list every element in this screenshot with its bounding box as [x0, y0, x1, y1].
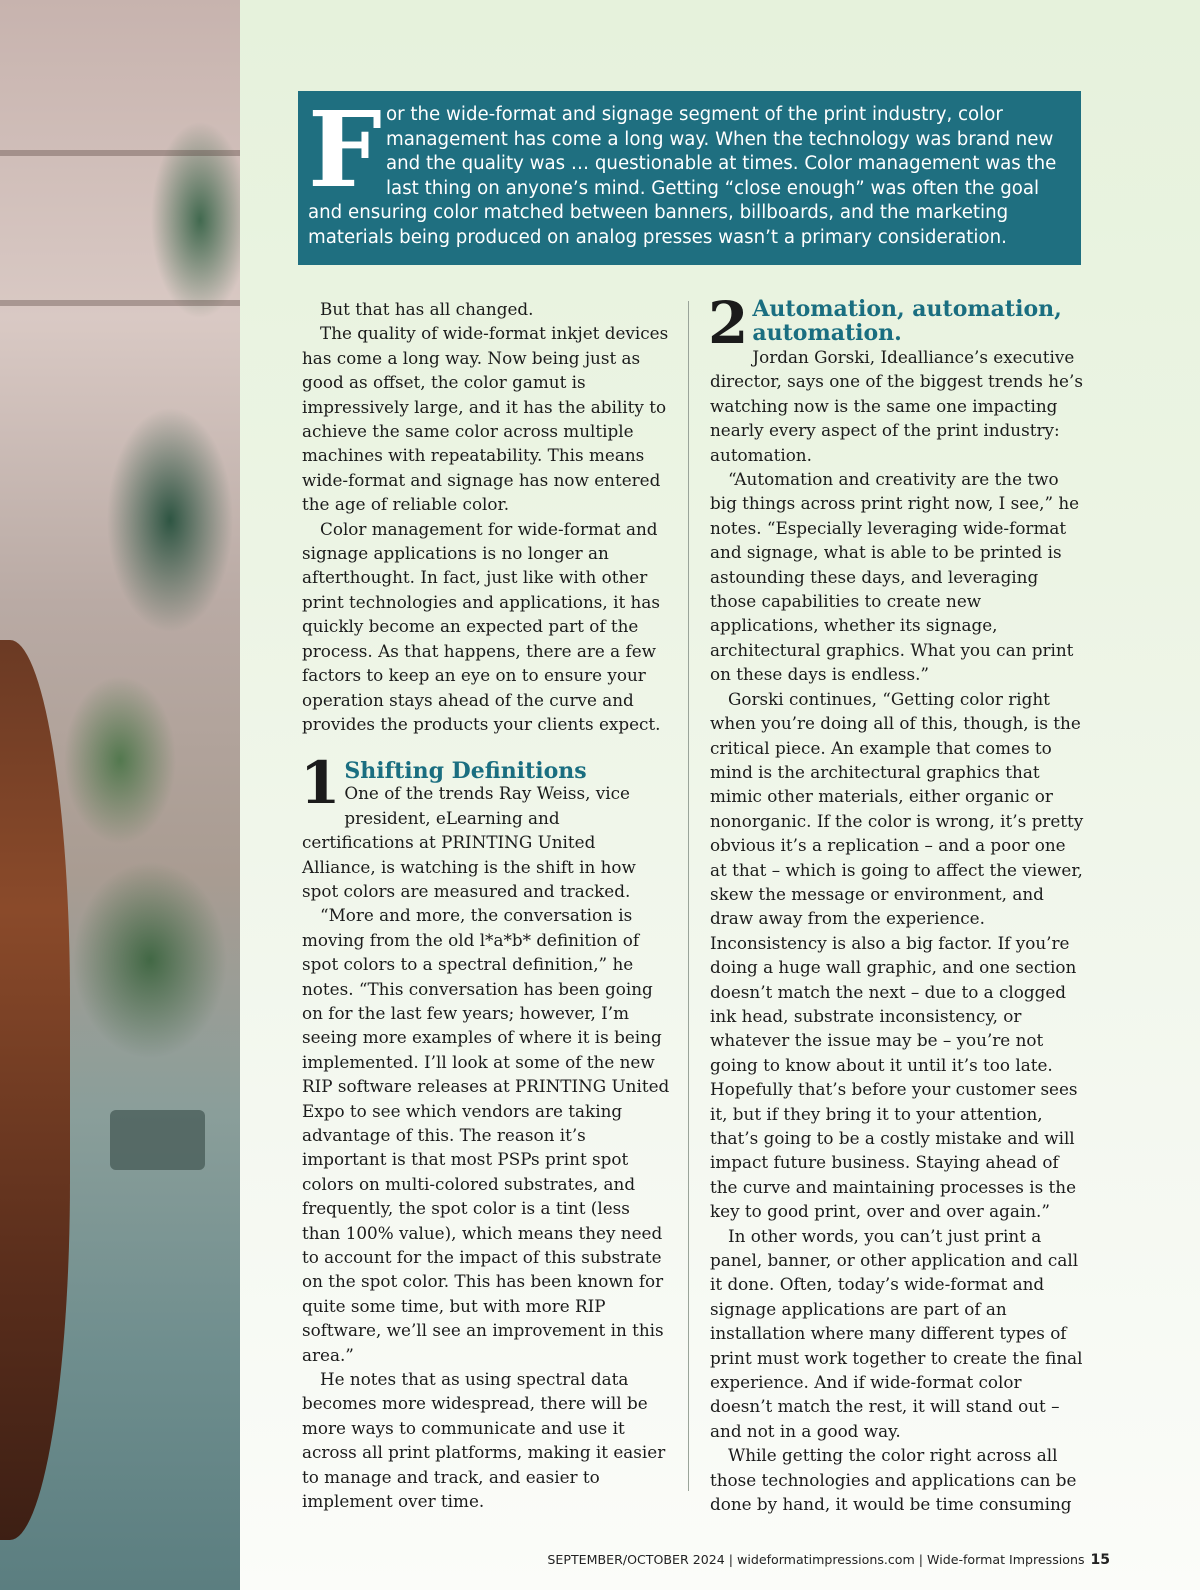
section-number: 2 — [708, 289, 749, 357]
right-column — [708, 289, 1085, 1517]
body-paragraph: He notes that as using spectral data becomes more widespread, there will be more ways to communicate and use it across all print platforms, making it easier to manage and track, and easier to implement over time. — [302, 1369, 666, 1512]
body-paragraph: The quality of wide-format inkjet devices has come a long way. Now being just as good as offset, the color gamut is impressively large, and it has the ability to achieve the same color across multiple machines with repeatability. This means wide-format and signage has now entered the age of reliable color. — [302, 323, 669, 515]
body-paragraph: But that has all changed. — [320, 299, 534, 319]
photo-plant-pot — [110, 1110, 205, 1170]
body-paragraph: Gorski continues, “Getting color right when you’re doing all of this, though, is the critical piece. An example that comes to mind is the architectural graphics that mimic other materials, either organic or nonorganic. If the color is wrong, it’s pretty obvious it’s a replication – and a poor one at that – which is going to affect the viewer, skew the message or environment, and draw away from the experience. Inconsistency is also a big factor. If you’re doing a huge wall graphic, and one section doesn’t match the next – due to a clogged ink head, substrate inconsistency, or whatever the issue may be – you’re not going to know about it until it’s too late. Hopefully that’s before your customer sees it, but if they bring it to your attention, that’s going to be a costly mistake and will impact future business. Staying ahead of the curve and maintaining processes is the key to good print, over and over again.” — [710, 688, 1084, 1222]
body-paragraph: One of the trends Ray Weiss, vice president, eLearning and certifications at PRINTING United Alliance, is watching is the shift in how spot colors are measured and tracked. — [302, 783, 636, 901]
section-1 — [300, 749, 672, 903]
body-paragraph: Color management for wide-format and signage applications is no longer an afterthought. In fact, just like with other print technologies and applications, it has quickly become an expected part of the process. As that happens, there are a few factors to keep an eye on to ensure your operation stays ahead of the curve and provides the products your clients expect. — [302, 518, 661, 734]
intro-drop-cap: F — [308, 88, 382, 211]
body-paragraph: While getting the color right across all those technologies and applications can be done by hand, it would be time consuming — [710, 1445, 1077, 1515]
left-column — [302, 297, 672, 1514]
body-paragraph: In other words, you can’t just print a panel, banner, or other application and call it done. Often, today’s wide-format and signage applications are part of an installation where many different types of print must work together to create the final experience. And if wide-format color doesn’t match the rest, it will stand out – and not in a good way. — [710, 1225, 1083, 1441]
body-paragraph: Jordan Gorski, Idealliance’s executive director, says one of the biggest trends he’s watching now is the same one impacting nearly every aspect of the print industry: automation. — [710, 347, 1083, 465]
intro-box — [298, 88, 1081, 265]
photo-shelf — [0, 300, 240, 306]
body-paragraph: “Automation and creativity are the two big things across print right now, I see,” he notes. “Especially leveraging wide-format and signage, what is able to be printed is astounding these days, and leveraging those capabilities to create new applications, whether its signage, architectural graphics. What you can print on these days is endless.” — [710, 469, 1080, 685]
column-divider — [688, 301, 689, 1491]
photo-hair — [0, 640, 70, 1540]
footer-text: SEPTEMBER/OCTOBER 2024 | wideformatimpressions.com | Wide-format Impressions — [547, 1552, 1085, 1567]
section-heading: Automation, automation, automation. — [752, 296, 1062, 346]
section-heading: Shifting Definitions — [344, 758, 587, 785]
page-number: 15 — [1090, 1552, 1110, 1568]
section-2 — [708, 289, 1085, 467]
background-photo — [0, 0, 240, 1590]
section-number: 1 — [300, 749, 341, 818]
article-page — [240, 0, 1200, 1590]
body-paragraph: “More and more, the conversation is moving from the old l*a*b* definition of spot colors to a spectral definition,” he notes. “This conversation has been going on for the last few years; however, I’m seeing more examples of where it is being implemented. I’ll look at some of the new RIP software releases at PRINTING United Expo to see which vendors are taking advantage of this. The reason it’s important is that most PSPs print spot colors on multi-colored substrates, and frequently, the spot color is a tint (less than 100% value), which means they need to account for the impact of this substrate on the spot color. This has been known for quite some time, but with more RIP software, we’ll see an improvement in this area.” — [302, 905, 670, 1365]
photo-shelf — [0, 150, 240, 156]
intro-text: or the wide-format and signage segment of the print industry, color management has come a long way. When the technology was brand new and the quality was … questionable at times. Color management was the last thing on anyone’s mind. Getting “close enough” was often the goal and ensuring color matched between banners, billboards, and the marketing materials being produced on analog presses wasn’t a primary consideration. — [308, 104, 1057, 248]
page-footer — [240, 1552, 1110, 1568]
